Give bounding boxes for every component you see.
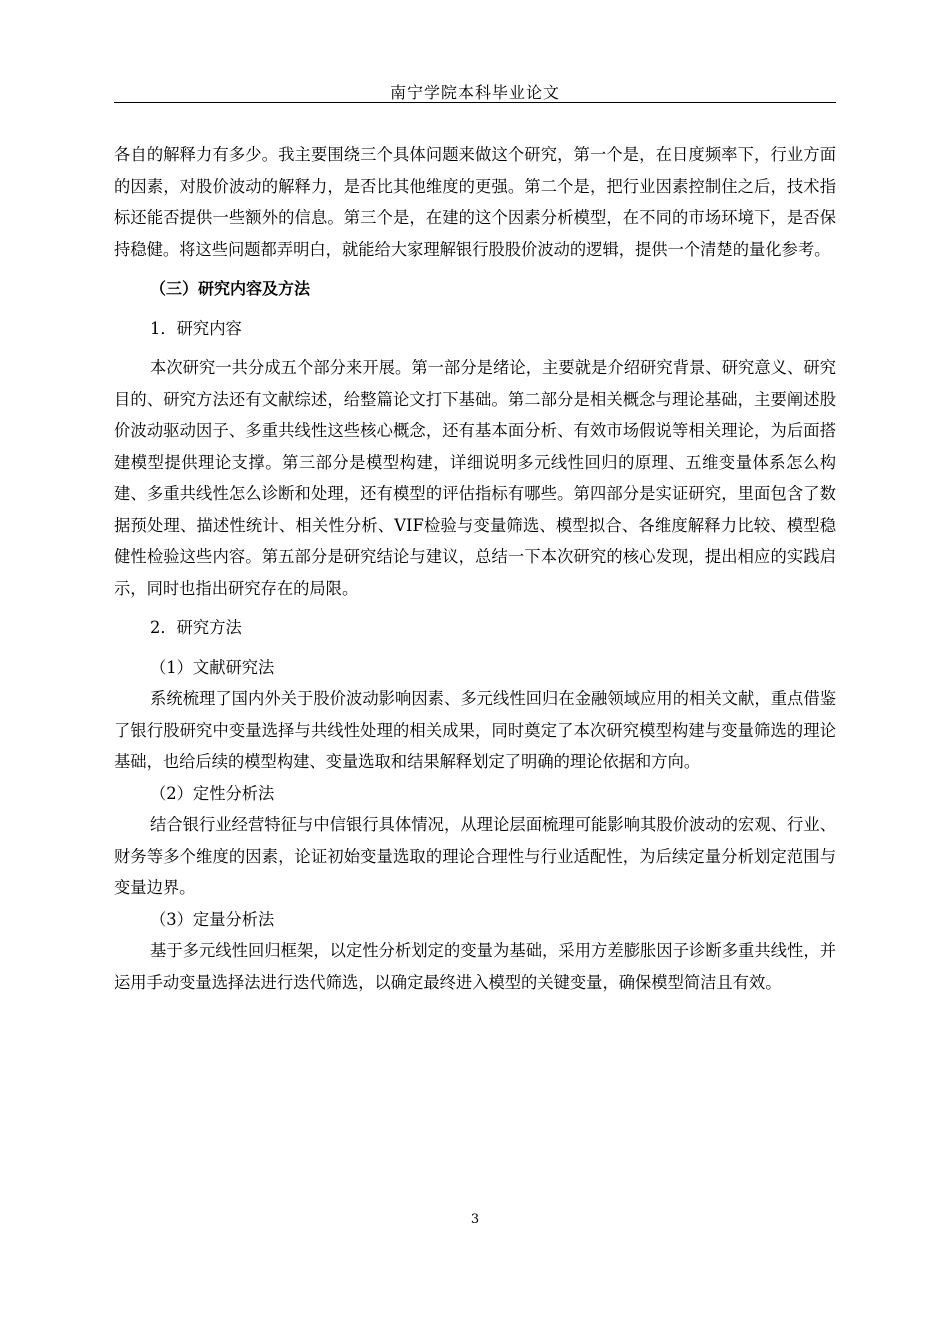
section-heading: （三）研究内容及方法	[150, 279, 311, 298]
paragraph-qualitative-method: 结合银行业经营特征与中信银行具体情况，从理论层面梳理可能影响其股价波动的宏观、行业、财务等多个维度的因素，论证初始变量选取的理论合理性与行业适配性，为后续定量分析划定范围与变量边界。	[114, 815, 836, 897]
paragraph-research-content: 本次研究一共分成五个部分来开展。第一部分是绪论，主要就是介绍研究背景、研究意义、研究目的、研究方法还有文献综述，给整篇论文打下基础。第二部分是相关概念与理论基础，主要阐述股价波动驱动因子、多重共线性这些核心概念，还有基本面分析、有效市场假说等相关理论，为后面搭建模型提供理论支撑。第三部分是模型构建，详细说明多元线性回归的原理、五维变量体系怎么构建、多重共线性怎么诊断和处理，还有模型的评估指标有哪些。第四部分是实证研究，里面包含了数据预处理、描述性统计、相关性分析、VIF检验与变量筛选、模型拟合、各维度解释力比较、模型稳健性检验这些内容。第五部分是研究结论与建议，总结一下本次研究的核心发现，提出相应的实践启示，同时也指出研究存在的局限。	[114, 358, 836, 598]
subheading-quantitative-method: （3）定量分析法	[150, 909, 275, 929]
header-divider	[114, 102, 836, 103]
page-header-title: 南宁学院本科毕业论文	[389, 83, 560, 102]
subheading-research-method: 2．研究方法	[150, 618, 242, 637]
page-body	[114, 139, 836, 998]
paragraph-research-questions: 各自的解释力有多少。我主要围绕三个具体问题来做这个研究，第一个是，在日度频率下，行业方面的因素，对股价波动的解释力，是否比其他维度的更强。第二个是，把行业因素控制住之后，技术指标还能否提供一些额外的信息。第三个是，在建的这个因素分析模型，在不同的市场环境下，是否保持稳健。将这些问题都弄明白，就能给大家理解银行股股价波动的逻辑，提供一个清楚的量化参考。	[114, 145, 836, 259]
page-number: 3	[470, 1212, 480, 1227]
subheading-research-content: 1．研究内容	[150, 318, 242, 338]
subheading-qualitative-method: （2）定性分析法	[150, 783, 275, 803]
subheading-literature-method: （1）文献研究法	[150, 657, 275, 677]
paragraph-literature-method: 系统梳理了国内外关于股价波动影响因素、多元线性回归在金融领域应用的相关文献，重点借鉴了银行股研究中变量选择与共线性处理的相关成果，同时奠定了本次研究模型构建与变量筛选的理论基础，也给后续的模型构建、变量选取和结果解释划定了明确的理论依据和方向。	[114, 689, 836, 771]
paragraph-quantitative-method: 基于多元线性回归框架，以定性分析划定的变量为基础，采用方差膨胀因子诊断多重共线性，并运用手动变量选择法进行迭代筛选，以确定最终进入模型的关键变量，确保模型简洁且有效。	[114, 941, 836, 992]
